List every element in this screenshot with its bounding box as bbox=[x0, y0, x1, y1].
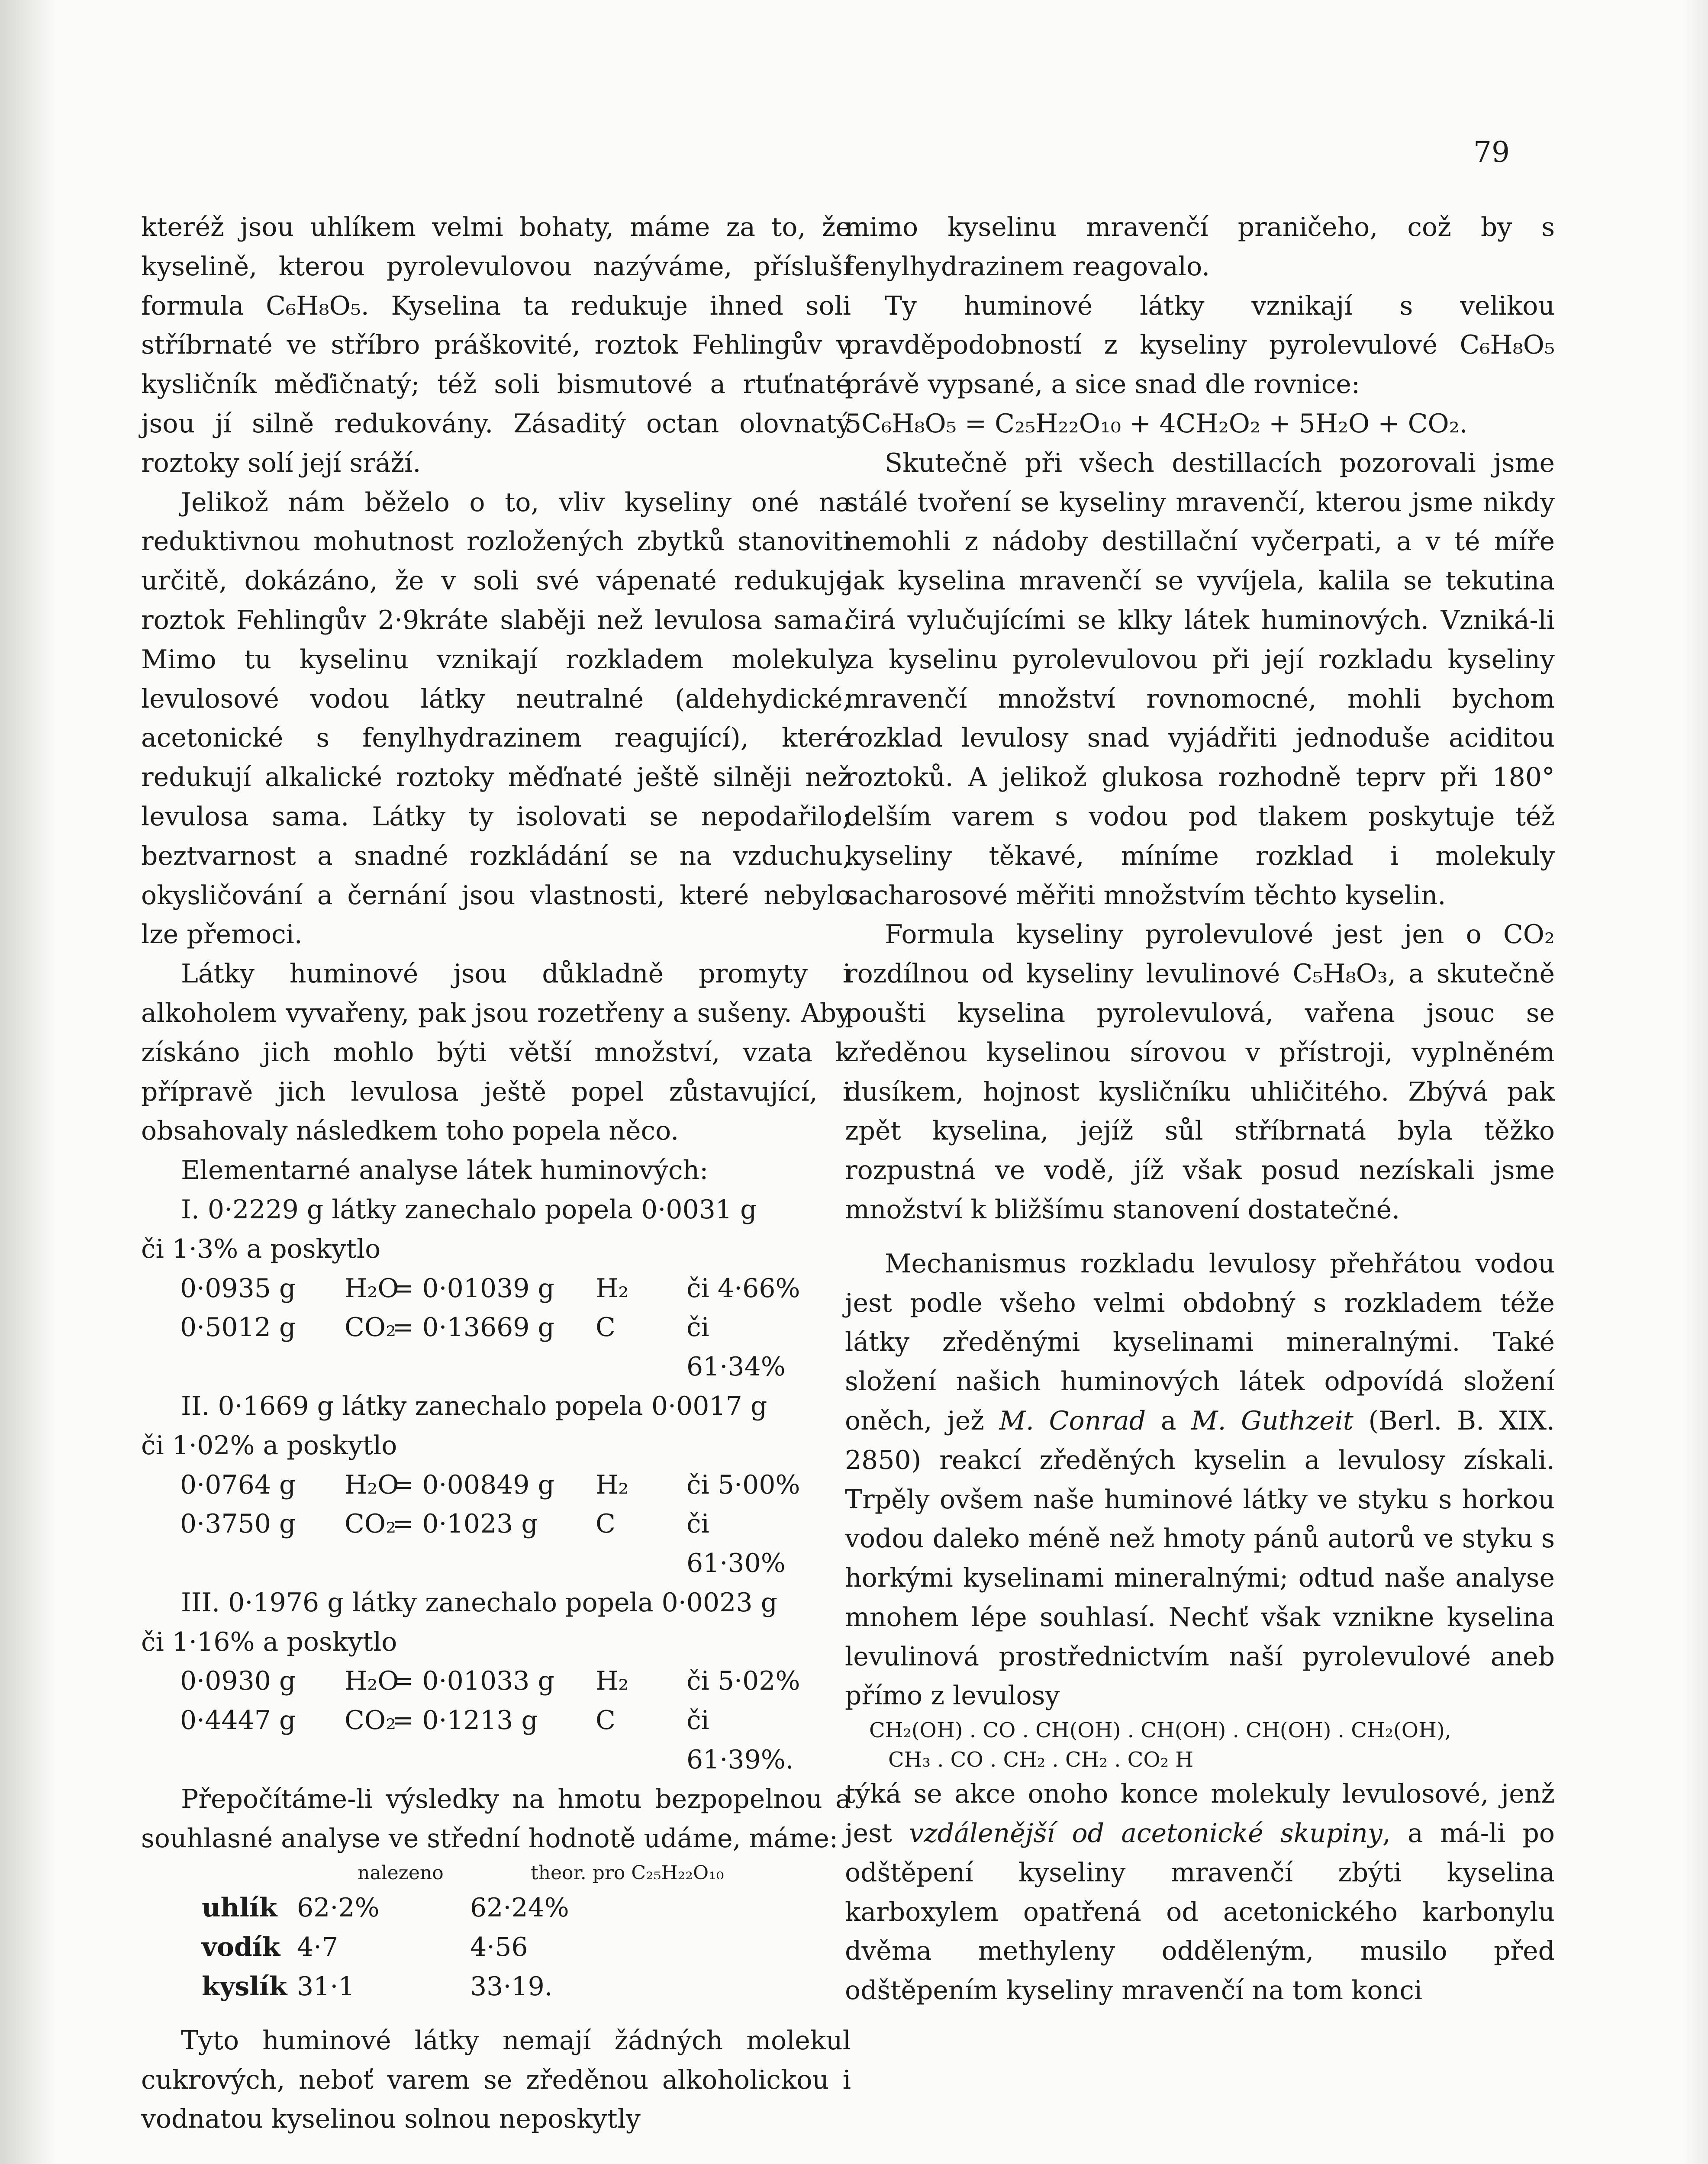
analysis-row: 0·4447 g CO₂ = 0·1213 g C či 61·39%. bbox=[180, 1705, 794, 1775]
analysis-row: 0·0930 g H₂O = 0·01033 g H₂ či 5·02% bbox=[180, 1666, 800, 1697]
emphasis: vzdálenější od acetonické skupiny bbox=[909, 1818, 1383, 1849]
structural-formula: CH₂(OH) . CO . CH(OH) . CH(OH) . CH(OH) . CH₂(OH), bbox=[869, 1718, 1451, 1743]
analysis-row: 0·0935 g H₂O = 0·01039 g H₂ či 4·66% bbox=[180, 1273, 800, 1304]
paragraph: týká se akce onoho konce molekuly levulosové, jenž jest vzdálenější od acetonické skupiny, a má-li po odštěpení kyseliny mravenčí zbýti kyselina karboxylem opatřená od acetonického karbonylu dvěma methyleny odděleným, musilo před odštěpením kyseliny mravenčí na tom konci bbox=[845, 1779, 1555, 2006]
paragraph: Elementarné analyse látek huminových: bbox=[181, 1155, 709, 1186]
sample-line: II. 0·1669 g látky zanechalo popela 0·0017 g bbox=[181, 1391, 767, 1421]
paragraph: Tyto huminové látky nemají žádných molekul cukrových, neboť varem se zředěnou alkoholickou i vodnatou kyselinou solnou neposkytly bbox=[141, 2025, 851, 2135]
paragraph: kteréž jsou uhlíkem velmi bohaty, máme za to, že kyselině, kterou pyrolevulovou nazýváme, přísluší formula C₆H₈O₅. Kyselina ta redukuje ihned soli stříbrnaté ve stříbro práškovité, roztok Fehlingův v kysličník měďičnatý; též soli bismutové a rtuťnaté jsou jí silně redukovány. Zásaditý octan olovnatý roztoky solí její sráží. bbox=[141, 212, 851, 478]
paragraph: mimo kyselinu mravenčí praničeho, což by s fenylhydrazinem reagovalo. bbox=[845, 212, 1555, 282]
paragraph: Mechanismus rozkladu levulosy přehřátou vodou jest podle všeho velmi obdobný s rozkladem téže látky zředěnými kyselinami mineralnými. Také složení našich huminových látek odpovídá složení oněch, jež M. Conrad a M. Guthzeit (Berl. B. XIX. 2850) reakcí zředěných kyselin a levulosy získali. Trpěly ovšem naše huminové látky ve styku s horkou vodou daleko méně než hmoty pánů autorů ve styku s horkými kyselinami mineralnými; odtud naše analyse mnohem lépe souhlasí. Nechť však vznikne kyselina levulinová prostřednictvím naší pyrolevulové aneb přímo z levulosy bbox=[845, 1248, 1555, 1711]
paragraph: Látky huminové jsou důkladně promyty i alkoholem vyvařeny, pak jsou rozetřeny a sušeny. Aby získáno jich mohlo býti větší množství, vzata k přípravě jich levulosa ještě popel zůstavující, i obsahovaly následkem toho popela něco. bbox=[141, 959, 851, 1146]
paragraph: Přepočítáme-li výsledky na hmotu bezpopelnou a souhlasné analyse ve střední hodnotě udáme, máme: bbox=[141, 1784, 851, 1854]
paragraph: Formula kyseliny pyrolevulové jest jen o CO₂ rozdílnou od kyseliny levulinové C₅H₈O₃, a skutečně poušti kyselina pyrolevulová, vařena jsouc se zředěnou kyselinou sírovou v přístroji, vyplněném dusíkem, hojnost kysličníku uhličitého. Zbývá pak zpět kyselina, jejíž sůl stříbrnatá byla těžko rozpustná ve vodě, jíž však posud nezískali jsme množství k bližšímu stanovení dostatečné. bbox=[845, 919, 1555, 1225]
sample-line: či 1·02% a poskytlo bbox=[141, 1430, 397, 1461]
page-shadow-left bbox=[0, 0, 56, 2164]
analysis-row: 0·0764 g H₂O = 0·00849 g H₂ či 5·00% bbox=[180, 1469, 800, 1500]
paragraph: Ty huminové látky vznikají s velikou pravděpodobností z kyseliny pyrolevulové C₆H₈O₅ právě vypsané, a sice snad dle rovnice: bbox=[845, 290, 1555, 400]
sample-line: III. 0·1976 g látky zanechalo popela 0·0023 g bbox=[181, 1587, 777, 1618]
analysis-row: 0·5012 g CO₂ = 0·13669 g C či 61·34% bbox=[180, 1312, 786, 1382]
paragraph: Skutečně při všech destillacích pozorovali jsme stálé tvoření se kyseliny mravenčí, kterou jsme nikdy nemohli z nádoby destillační vyčerpati, a v té míře jak kyselina mravenčí se vyvíjela, kalila se tekutina čirá vylučujícími se klky látek huminových. Vzniká-li za kyselinu pyrolevulovou při její rozkladu kyseliny mravenčí množství rovnomocné, mohli bychom rozklad levulosy snad vyjádřiti jednoduše aciditou roztoků. A jelikož glukosa rozhodně teprv při 180° delším varem s vodou pod tlakem poskytuje též kyseliny těkavé, míníme rozklad i molekuly sacharosové měřiti množstvím těchto kyselin. bbox=[845, 448, 1555, 911]
sample-line: I. 0·2229 g látky zanechalo popela 0·0031 g bbox=[181, 1194, 757, 1225]
author-name: M. Guthzeit bbox=[1191, 1405, 1354, 1436]
structural-formula: CH₃ . CO . CH₂ . CH₂ . CO₂ H bbox=[888, 1748, 1194, 1772]
results-table-row: vodík 4·7 4·56 bbox=[202, 1932, 528, 1963]
left-column bbox=[141, 208, 851, 2139]
paragraph: Jelikož nám běželo o to, vliv kyseliny oné na reduktivnou mohutnost rozložených zbytků stanoviti určitě, dokázáno, že v soli své vápenaté redukuje roztok Fehlingův 2·9kráte slaběji než levulosa sama. Mimo tu kyselinu vznikají rozkladem molekuly levulosové vodou látky neutralné (aldehydické, acetonické s fenylhydrazinem reagující), které redukují alkalické roztoky měďnaté ještě silněji než levulosa sama. Látky ty isolovati se nepodařilo; beztvarnost a snadné rozkládání se na vzduchu, okysličování a černání jsou vlastnosti, které nebylo lze přemoci. bbox=[141, 487, 851, 950]
page-number: 79 bbox=[1473, 135, 1510, 169]
results-table-header: nalezeno theor. pro C₂₅H₂₂O₁₀ bbox=[358, 1862, 724, 1884]
author-name: M. Conrad bbox=[999, 1405, 1146, 1436]
results-table-row: kyslík 31·1 33·19. bbox=[202, 1971, 553, 2002]
sample-line: či 1·16% a poskytlo bbox=[141, 1626, 397, 1657]
right-column bbox=[845, 208, 1555, 2010]
page-shadow-right bbox=[1682, 0, 1708, 2164]
results-table-row: uhlík 62·2% 62·24% bbox=[202, 1893, 569, 1923]
analysis-row: 0·3750 g CO₂ = 0·1023 g C či 61·30% bbox=[180, 1509, 786, 1579]
reaction-equation: 5C₆H₈O₅ = C₂₅H₂₂O₁₀ + 4CH₂O₂ + 5H₂O + CO₂. bbox=[845, 408, 1468, 439]
sample-line: či 1·3% a poskytlo bbox=[141, 1233, 381, 1264]
